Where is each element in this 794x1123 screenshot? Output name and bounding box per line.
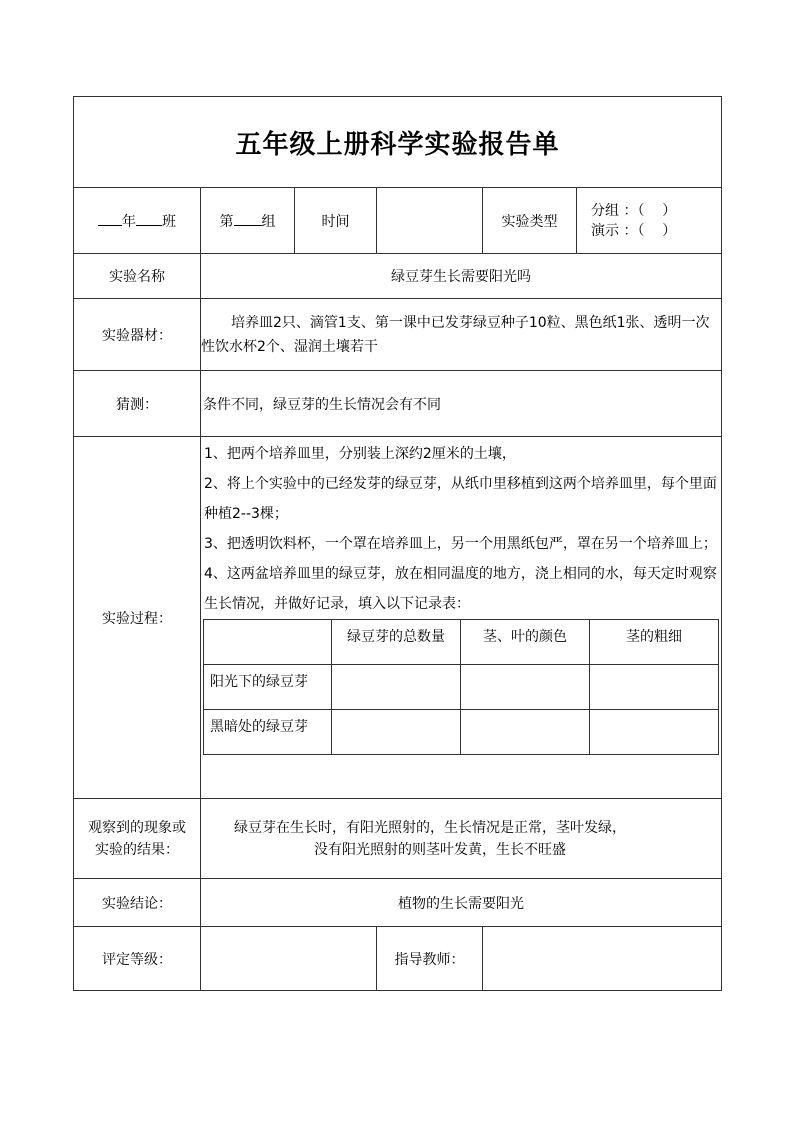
group-cell	[201, 188, 295, 254]
record-cell[interactable]	[590, 710, 719, 755]
equipment-label: 实验器材：	[74, 299, 201, 371]
page-title: 五年级上册科学实验报告单	[235, 129, 560, 160]
record-header-cell: 绿豆芽的总数量	[332, 620, 461, 665]
grading-row	[74, 927, 722, 991]
class-blank[interactable]	[136, 211, 162, 226]
record-header-cell: 茎、叶的颜色	[461, 620, 590, 665]
observation-label-line: 实验的结果：	[95, 841, 179, 858]
type-group-option[interactable]: 分组 ：（ ）	[591, 202, 677, 219]
conclusion-row	[74, 879, 722, 927]
equipment-row	[74, 299, 722, 371]
grade-value[interactable]	[201, 927, 377, 991]
report-table	[73, 96, 722, 991]
process-step: 1、把两个培养皿里，分别装上深约2厘米的土壤，	[204, 446, 516, 462]
info-row	[74, 188, 722, 254]
guess-label: 猜测：	[74, 371, 201, 437]
report-sheet	[73, 96, 721, 991]
record-cell[interactable]	[332, 665, 461, 710]
observation-row	[74, 799, 722, 879]
process-step: 2、将上个实验中的已经发芽的绿豆芽，从纸巾里移植到这两个培养皿里，每个里面种植2--3棵；	[204, 476, 717, 522]
title-cell	[74, 97, 722, 188]
title-row	[74, 97, 722, 188]
group-blank[interactable]	[234, 211, 262, 226]
group-suffix: 组	[261, 213, 276, 230]
observation-label	[74, 799, 201, 879]
type-label-cell	[483, 188, 577, 254]
group-prefix: 第	[219, 213, 234, 230]
time-label-cell	[295, 188, 377, 254]
record-row-label: 黑暗处的绿豆芽	[204, 710, 332, 755]
time-value-cell[interactable]	[377, 188, 483, 254]
year-blank[interactable]	[98, 211, 122, 226]
experiment-name-row	[74, 254, 722, 299]
observation-value	[201, 799, 722, 879]
record-header-cell: 茎的粗细	[590, 620, 719, 665]
record-cell[interactable]	[332, 710, 461, 755]
process-step: 3、把透明饮料杯，一个罩在培养皿上，另一个用黑纸包严，罩在另一个培养皿上；	[204, 536, 717, 552]
class-suffix: 班	[162, 213, 176, 230]
process-content	[201, 437, 722, 799]
record-row	[204, 665, 719, 710]
teacher-label: 指导教师：	[377, 927, 483, 991]
teacher-value[interactable]	[483, 927, 722, 991]
process-row	[74, 437, 722, 799]
conclusion-label: 实验结论：	[74, 879, 201, 927]
record-header-cell	[204, 620, 332, 665]
record-cell[interactable]	[461, 665, 590, 710]
guess-value: 条件不同，绿豆芽的生长情况会有不同	[201, 371, 722, 437]
record-table	[203, 619, 719, 755]
experiment-name-value: 绿豆芽生长需要阳光吗	[201, 254, 722, 299]
type-demo-option[interactable]: 演示 ：（ ）	[591, 222, 677, 239]
record-row-label: 阳光下的绿豆芽	[204, 665, 332, 710]
observation-line: 绿豆芽在生长时，有阳光照射的，生长情况是正常，茎叶发绿，	[234, 819, 626, 836]
observation-line: 没有阳光照射的则茎叶发黄，生长不旺盛	[314, 841, 566, 858]
type-label: 实验类型	[501, 213, 558, 230]
record-cell[interactable]	[461, 710, 590, 755]
time-label: 时间	[321, 213, 350, 230]
conclusion-value: 植物的生长需要阳光	[201, 879, 722, 927]
experiment-name-label: 实验名称	[74, 254, 201, 299]
record-header-row	[204, 620, 719, 665]
process-step: 4、这两盆培养皿里的绿豆芽，放在相同温度的地方，浇上相同的水，每天定时观察生长情况，并做好记录，填入以下记录表：	[204, 566, 717, 612]
grade-label: 评定等级：	[74, 927, 201, 991]
class-cell	[74, 188, 201, 254]
equipment-value: 培养皿2只、滴管1支、第一课中已发芽绿豆种子10粒、黑色纸1张、透明一次性饮水杯2个、湿润土壤若干	[201, 299, 722, 371]
guess-row	[74, 371, 722, 437]
observation-label-line: 观察到的现象或	[88, 819, 186, 836]
year-suffix: 年	[122, 213, 136, 230]
record-cell[interactable]	[590, 665, 719, 710]
type-options-cell	[577, 188, 722, 254]
process-label: 实验过程：	[74, 437, 201, 799]
record-row	[204, 710, 719, 755]
